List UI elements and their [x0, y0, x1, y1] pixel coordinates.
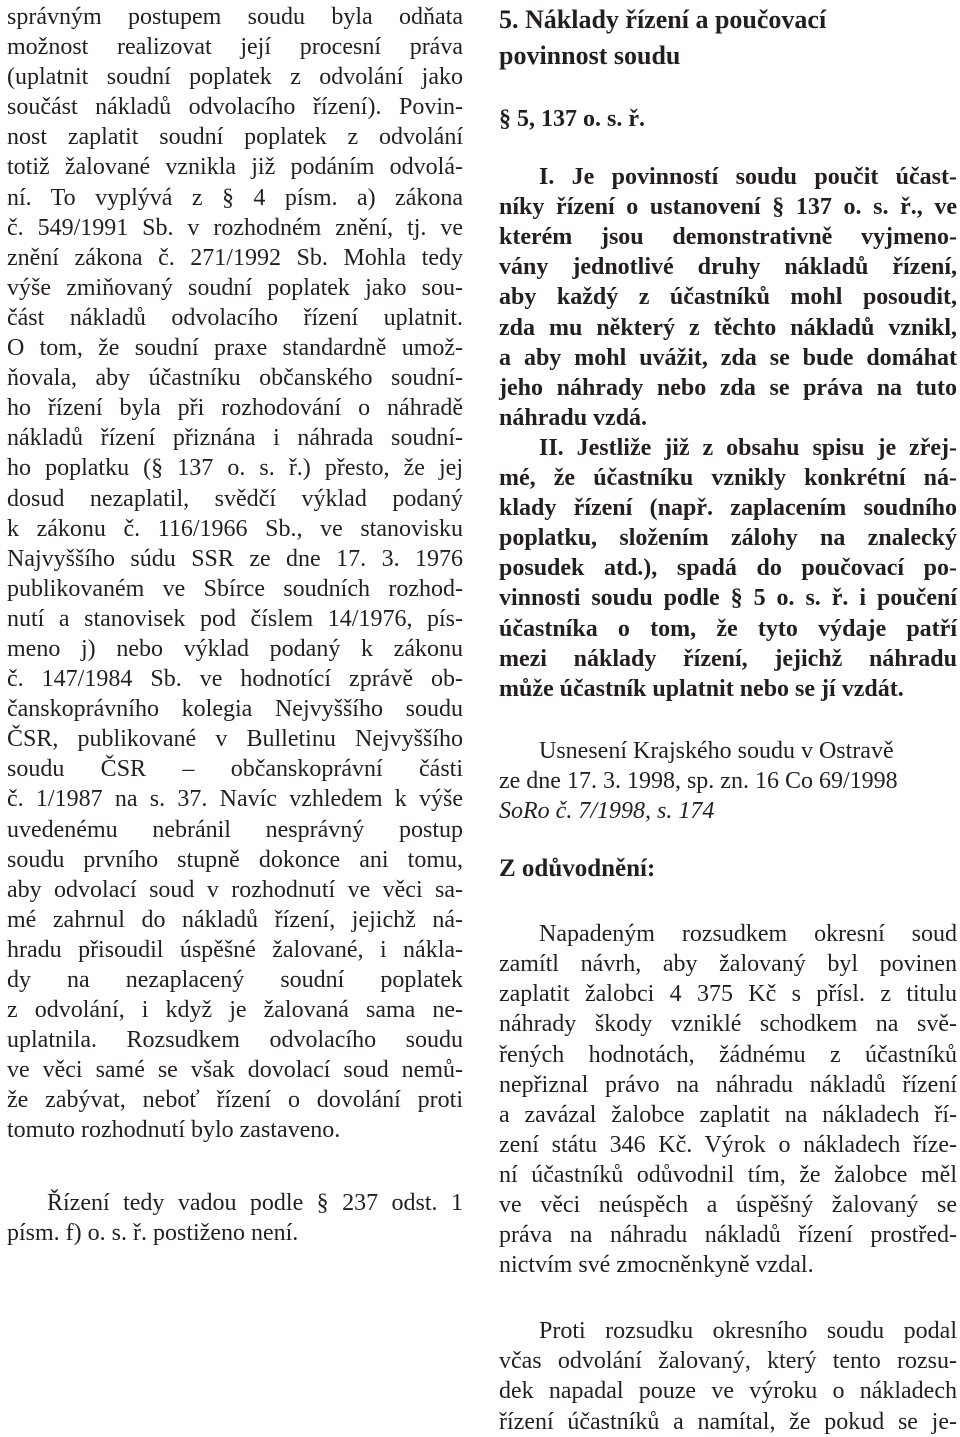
text-line: tomuto rozhodnutí bylo zastaveno.	[7, 1117, 341, 1144]
holding-line: náhradu vzdá.	[499, 404, 648, 431]
text-line: z odvolání, i když je žalovaná sama ne-	[7, 997, 463, 1024]
section-heading	[499, 0, 957, 74]
text-line: čanskoprávního kolegia Nejvyššího soudu	[7, 696, 463, 723]
text-line: práva na náhradu nákladů řízení prostřed-	[499, 1222, 957, 1249]
left-column	[7, 0, 463, 1248]
reasoning-paragraph	[499, 919, 957, 1280]
holding-line: posudek atd.), spadá do poučovací po-	[499, 555, 957, 582]
holding-line: vány jednotlivé druhy nákladů řízení,	[499, 254, 957, 281]
holding-line: I. Je povinností soudu poučit účast-	[539, 164, 957, 191]
text-line: nictvím své zmocněnkyně vzdal.	[499, 1252, 814, 1279]
text-line: ČSR, publikované v Bulletinu Nejvyššího	[7, 726, 463, 753]
text-line: Napadeným rozsudkem okresní soud	[539, 921, 957, 948]
heading-line: povinnost soudu	[499, 41, 681, 70]
holding-line: klady řízení (např. zaplacením soudního	[499, 495, 957, 522]
text-line: Řízení tedy vadou podle § 237 odst. 1	[47, 1189, 463, 1216]
text-line: Proti rozsudku okresního soudu podal	[539, 1318, 957, 1345]
text-line: nutí a stanovisek pod číslem 14/1976, pís-	[7, 605, 463, 632]
text-line: ho poplatku (§ 137 o. s. ř.) přesto, že jej	[7, 455, 463, 482]
text-line: soudu prvního stupně dokonce ani tomu,	[7, 846, 463, 873]
text-line: totiž žalované vznikla již podáním odvolá-	[7, 154, 463, 181]
text-line: zaplatit žalobci 4 375 Kč s přísl. z titulu	[499, 981, 957, 1008]
holding-line: mezi náklady řízení, jejichž náhradu	[499, 645, 957, 672]
text-line: ňovala, aby účastníku občanského soudní-	[7, 365, 463, 392]
text-line: písm. f) o. s. ř. postiženo není.	[7, 1219, 299, 1246]
text-line: dosud nezaplatil, svědčí výklad podaný	[7, 485, 463, 512]
legal-holding	[499, 162, 957, 704]
text-line: ve věci samé se však dovolací soud nemů-	[7, 1057, 463, 1084]
holding-line: účastníka o tom, že tyto výdaje patří	[499, 615, 957, 642]
text-line: O tom, že soudní praxe standardně umož-	[7, 335, 463, 362]
text-line: znění zákona č. 271/1992 Sb. Mohla tedy	[7, 244, 463, 271]
text-line: a zavázal žalobce zaplatit na nákladech ří-	[499, 1101, 957, 1128]
heading-line: 5. Náklady řízení a poučovací	[499, 5, 827, 34]
holding-line: poplatku, složením zálohy na znalecký	[499, 525, 957, 552]
text-line: řených hodnotách, žádnému z účastníků	[499, 1041, 957, 1068]
holding-line: mé, že účastníku vznikly konkrétní ná-	[499, 465, 957, 492]
text-line: zamítl návrh, aby žalovaný byl povinen	[499, 951, 957, 978]
holding-line: jeho náhrady nebo zda se práva na tuto	[499, 374, 957, 401]
holding-line: a aby mohl uvážit, zda se bude domáhat	[499, 344, 957, 371]
text-line: možnost realizovat její procesní práva	[7, 34, 463, 61]
text-line: uvedenému nebránil nesprávný postup	[7, 816, 463, 843]
holding-line: vinnosti soudu podle § 5 o. s. ř. i poučení	[499, 585, 957, 612]
text-line: meno j) nebo výklad podaný k zákonu	[7, 635, 463, 662]
text-line: uplatnila. Rozsudkem odvolacího soudu	[7, 1027, 463, 1054]
text-line: č. 1/1987 na s. 37. Navíc vzhledem k výše	[7, 786, 463, 813]
text-line: výše zmiňovaný soudní poplatek jako sou-	[7, 274, 463, 301]
text-line: ve věci neúspěch a úspěšný žalovaný se	[499, 1192, 957, 1218]
text-line: (uplatnit soudní poplatek z odvolání jako	[7, 64, 463, 91]
text-line: mé zahrnul do nákladů řízení, jejichž ná-	[7, 906, 463, 933]
text-line: správným postupem soudu byla odňata	[7, 4, 463, 30]
text-line: součást nákladů odvolacího řízení). Povin-	[7, 94, 463, 121]
citation-line: Usnesení Krajského soudu v Ostravě	[539, 737, 894, 764]
text-line: nost zaplatit soudní poplatek z odvolání	[7, 124, 463, 151]
holding-line: může účastník uplatnit nebo se jí vzdát.	[499, 675, 904, 702]
citation-line: ze dne 17. 3. 1998, sp. zn. 16 Co 69/1998	[499, 767, 898, 794]
reasoning-paragraph	[499, 1316, 957, 1436]
text-line: č. 147/1984 Sb. ve hodnotící zprávě ob-	[7, 666, 463, 693]
text-line: Najvyššího súdu SSR ze dne 17. 3. 1976	[7, 545, 463, 572]
text-line: řízení účastníků a namítal, že pokud se je-	[499, 1408, 957, 1435]
source-reference: SoRo č. 7/1998, s. 174	[499, 797, 715, 824]
reasoning-heading: Z odůvodnění:	[499, 855, 656, 883]
text-line: část nákladů odvolacího řízení uplatnit.	[7, 304, 463, 331]
text-line: zení státu 346 Kč. Výrok o nákladech říze-	[499, 1131, 957, 1158]
text-line: nákladů řízení přiznána i náhrada soudní-	[7, 425, 463, 452]
text-line: č. 549/1991 Sb. v rozhodném znění, tj. ve	[7, 214, 463, 241]
text-line: že zabývat, neboť řízení o dovolání proti	[7, 1087, 463, 1114]
text-line: ho řízení byla při rozhodování o náhradě	[7, 395, 463, 422]
text-line: publikovaném ve Sbírce soudních rozhod-	[7, 575, 463, 602]
statute-reference: § 5, 137 o. s. ř.	[499, 106, 645, 132]
text-line: náhrady škody vzniklé schodkem na svě-	[499, 1011, 957, 1038]
holding-line: kterém jsou demonstrativně vyjmeno-	[499, 224, 957, 251]
text-line: ní. To vyplývá z § 4 písm. a) zákona	[7, 184, 463, 211]
right-column	[499, 0, 957, 1437]
text-line: aby odvolací soud v rozhodnutí ve věci sa-	[7, 876, 463, 903]
holding-line: aby každý z účastníků mohl posoudit,	[499, 284, 957, 311]
text-line: soudu ČSR – občanskoprávní části	[7, 756, 463, 783]
continuation-paragraph	[7, 0, 463, 1146]
text-line: dy na nezaplacený soudní poplatek	[7, 967, 463, 993]
text-line: včas odvolání žalovaný, který tento rozsu-	[499, 1348, 957, 1375]
text-line: nepřiznal právo na náhradu nákladů řízení	[499, 1071, 957, 1098]
holding-line: níky řízení o ustanovení § 137 o. s. ř., ve	[499, 194, 957, 221]
court-citation	[499, 736, 957, 826]
holding-line: II. Jestliže již z obsahu spisu je zřej-	[539, 434, 957, 461]
closing-paragraph	[7, 1188, 463, 1248]
text-line: k zákonu č. 116/1966 Sb., ve stanovisku	[7, 515, 463, 542]
text-line: dek napadal pouze ve výroku o nákladech	[499, 1378, 957, 1405]
text-line: ní účastníků odůvodnil tím, že žalobce měl	[499, 1161, 957, 1188]
holding-line: zda mu některý z těchto nákladů vznikl,	[499, 314, 957, 341]
text-line: hradu přisoudil úspěšné žalované, i nákla-	[7, 936, 463, 963]
